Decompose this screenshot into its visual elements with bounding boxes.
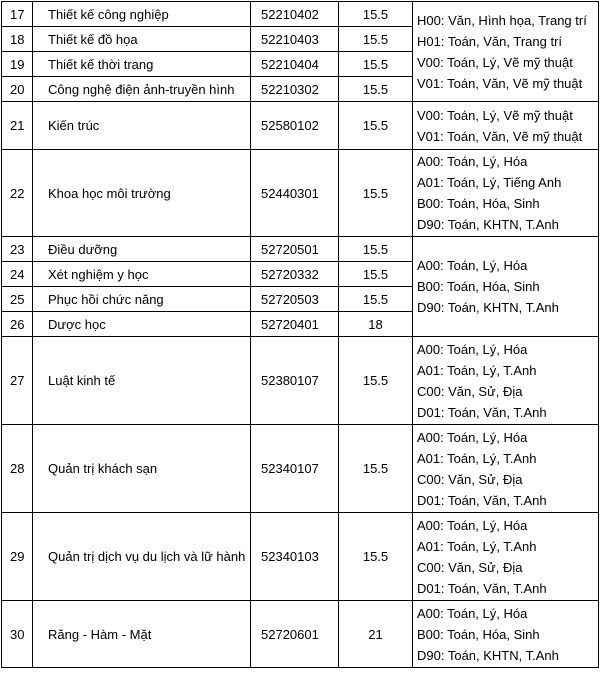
combo-line: A00: Toán, Lý, Hóa xyxy=(417,429,528,445)
subject-combinations xyxy=(413,337,599,425)
combo-line: C00: Văn, Sử, Địa xyxy=(417,383,523,399)
major-code: 52210403 xyxy=(251,27,339,52)
major-code: 52210402 xyxy=(251,2,339,27)
cutoff-score: 15.5 xyxy=(339,150,413,237)
major-name: Răng - Hàm - Mặt xyxy=(33,601,251,668)
major-code: 52210302 xyxy=(251,77,339,102)
subject-combinations xyxy=(413,2,599,102)
major-code: 52210404 xyxy=(251,52,339,77)
combo-line: D90: Toán, KHTN, T.Anh xyxy=(417,217,559,232)
cutoff-score: 15.5 xyxy=(339,337,413,425)
major-name: Thiết kế thời trang xyxy=(33,52,251,77)
major-code: 52720501 xyxy=(251,237,339,262)
combo-line: D90: Toán, KHTN, T.Anh xyxy=(417,647,559,663)
combo-line: D90: Toán, KHTN, T.Anh xyxy=(417,300,559,315)
combo-line: V00: Toán, Lý, Vẽ mỹ thuật xyxy=(417,54,573,70)
table-row xyxy=(2,425,599,513)
subject-combinations xyxy=(413,102,599,150)
major-code: 52380107 xyxy=(251,337,339,425)
major-code: 52580102 xyxy=(251,102,339,150)
cutoff-score: 15.5 xyxy=(339,262,413,287)
combo-line: B00: Toán, Hóa, Sinh xyxy=(417,626,540,642)
combo-line: C00: Văn, Sử, Địa xyxy=(417,559,523,575)
major-name: Thiết kế công nghiệp xyxy=(33,2,251,27)
table-row xyxy=(2,2,599,27)
row-number: 20 xyxy=(2,77,33,102)
combo-line: H01: Toán, Văn, Trang trí xyxy=(417,33,563,49)
major-name: Thiết kế đồ họa xyxy=(33,27,251,52)
row-number: 26 xyxy=(2,312,33,337)
cutoff-score: 15.5 xyxy=(339,77,413,102)
combo-line: A01: Toán, Lý, T.Anh xyxy=(417,538,537,554)
combo-line: A00: Toán, Lý, Hóa xyxy=(417,517,528,533)
combo-line: A00: Toán, Lý, Hóa xyxy=(417,341,528,357)
row-number: 28 xyxy=(2,425,33,513)
cutoff-score: 15.5 xyxy=(339,287,413,312)
table-row xyxy=(2,513,599,601)
combo-line: A01: Toán, Lý, Tiếng Anh xyxy=(417,175,562,190)
table-row xyxy=(2,150,599,237)
combo-line: D01: Toán, Văn, T.Anh xyxy=(417,580,547,596)
combo-line: V00: Toán, Lý, Vẽ mỹ thuật xyxy=(417,107,573,123)
combo-line: A00: Toán, Lý, Hóa xyxy=(417,605,528,621)
row-number: 22 xyxy=(2,150,33,237)
subject-combinations xyxy=(413,150,599,237)
major-name: Luật kinh tế xyxy=(33,337,251,425)
cutoff-score: 15.5 xyxy=(339,425,413,513)
major-code: 52720503 xyxy=(251,287,339,312)
combo-line: C00: Văn, Sử, Địa xyxy=(417,471,523,487)
row-number: 30 xyxy=(2,601,33,668)
major-name: Kiến trúc xyxy=(33,102,251,150)
major-code: 52340107 xyxy=(251,425,339,513)
major-code: 52720601 xyxy=(251,601,339,668)
table-row xyxy=(2,337,599,425)
row-number: 23 xyxy=(2,237,33,262)
table-row xyxy=(2,102,599,150)
row-number: 17 xyxy=(2,2,33,27)
cutoff-score: 15.5 xyxy=(339,237,413,262)
cutoff-score: 18 xyxy=(339,312,413,337)
row-number: 19 xyxy=(2,52,33,77)
major-code: 52440301 xyxy=(251,150,339,237)
cutoff-score: 15.5 xyxy=(339,2,413,27)
row-number: 27 xyxy=(2,337,33,425)
combo-line: V01: Toán, Văn, Vẽ mỹ thuật xyxy=(417,75,583,91)
major-name: Quản trị khách sạn xyxy=(33,425,251,513)
major-code: 52720332 xyxy=(251,262,339,287)
row-number: 21 xyxy=(2,102,33,150)
combo-line: D01: Toán, Văn, T.Anh xyxy=(417,492,547,508)
major-name: Dược học xyxy=(33,312,251,337)
row-number: 24 xyxy=(2,262,33,287)
table-row xyxy=(2,237,599,262)
cutoff-score: 15.5 xyxy=(339,513,413,601)
cutoff-score: 21 xyxy=(339,601,413,668)
cutoff-score: 15.5 xyxy=(339,102,413,150)
cutoff-score: 15.5 xyxy=(339,52,413,77)
major-name: Công nghệ điện ảnh-truyền hình xyxy=(33,77,251,102)
combo-line: A01: Toán, Lý, T.Anh xyxy=(417,362,537,378)
cutoff-score: 15.5 xyxy=(339,27,413,52)
major-code: 52720401 xyxy=(251,312,339,337)
major-name: Khoa học môi trường xyxy=(33,150,251,237)
major-name: Điều dưỡng xyxy=(33,237,251,262)
major-name: Quản trị dịch vụ du lịch và lữ hành xyxy=(33,513,251,601)
admission-table xyxy=(1,1,599,668)
subject-combinations xyxy=(413,425,599,513)
table-row xyxy=(2,601,599,668)
row-number: 25 xyxy=(2,287,33,312)
combo-line: A00: Toán, Lý, Hóa xyxy=(417,154,528,169)
subject-combinations xyxy=(413,601,599,668)
combo-line: V01: Toán, Văn, Vẽ mỹ thuật xyxy=(417,128,583,144)
row-number: 29 xyxy=(2,513,33,601)
row-number: 18 xyxy=(2,27,33,52)
major-name: Phục hồi chức năng xyxy=(33,287,251,312)
combo-line: D01: Toán, Văn, T.Anh xyxy=(417,404,547,420)
major-code: 52340103 xyxy=(251,513,339,601)
subject-combinations xyxy=(413,513,599,601)
subject-combinations xyxy=(413,237,599,337)
major-name: Xét nghiệm y học xyxy=(33,262,251,287)
combo-line: H00: Văn, Hình họa, Trang trí xyxy=(417,12,587,28)
combo-line: A00: Toán, Lý, Hóa xyxy=(417,258,528,273)
combo-line: B00: Toán, Hóa, Sinh xyxy=(417,279,540,294)
combo-line: A01: Toán, Lý, T.Anh xyxy=(417,450,537,466)
combo-line: B00: Toán, Hóa, Sinh xyxy=(417,196,540,211)
